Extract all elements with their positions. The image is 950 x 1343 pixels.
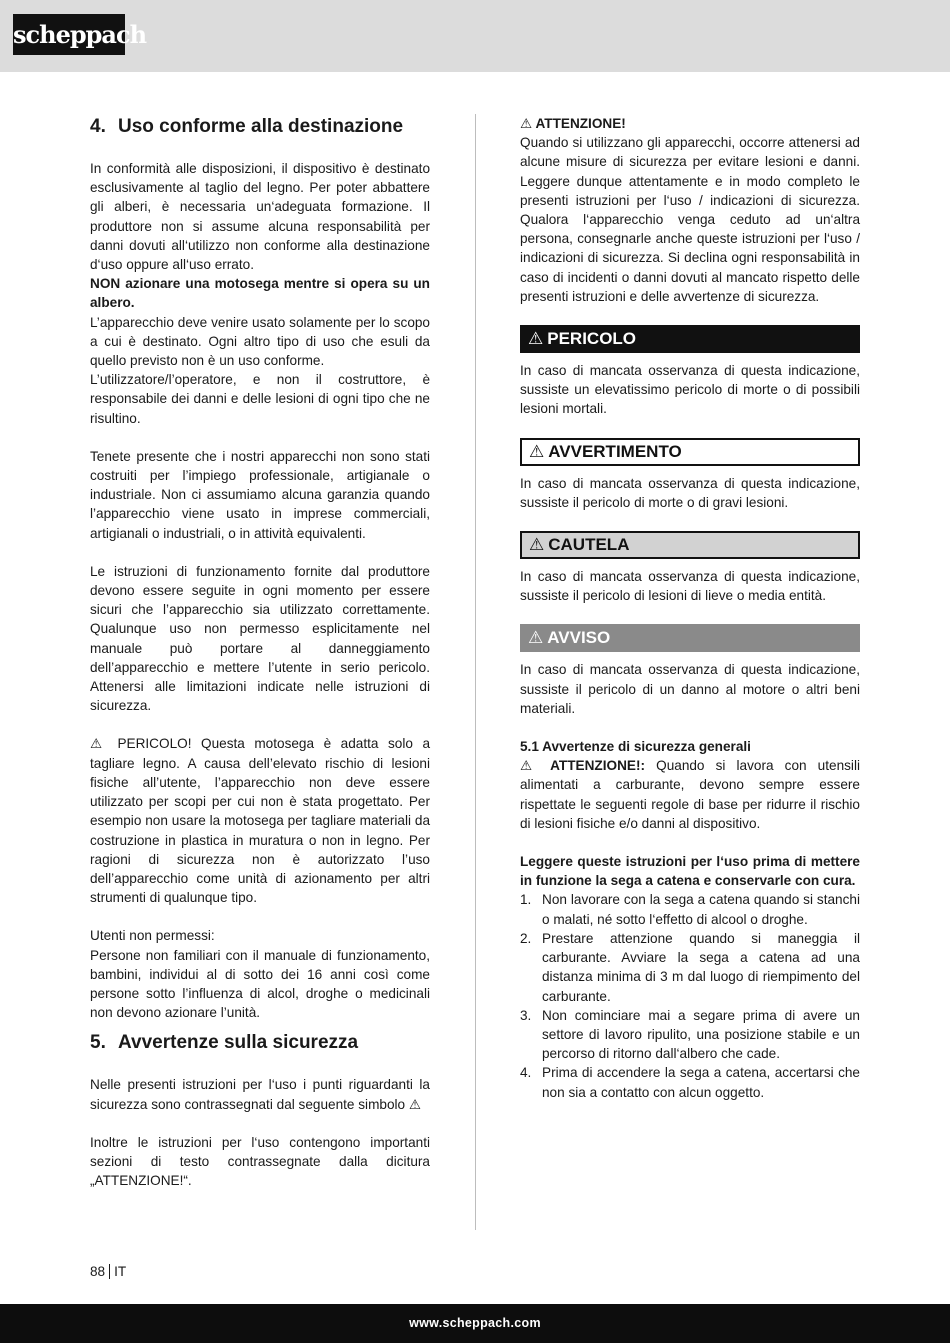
caution-label-box: ⚠ CAUTELA <box>520 531 860 559</box>
website-link[interactable]: www.scheppach.com <box>409 1316 541 1330</box>
paragraph: Quando si utilizzano gli apparecchi, occorre attenersi ad alcune misure di sicurezza per evitare lesioni e danni. Leggere dunque attentamente e in modo completo le presenti istruzioni per l‘uso / indicazioni di sicurezza. Qualora l‘apparecchio venga ceduto ad un‘altra persona, consegnarle anche queste istruzioni per l‘uso / indicazioni di sicurezza. Si declina ogni responsabilità in caso di incidenti o danni dovuti al mancato rispetto delle presenti istruzioni e delle avvertenze di sicurezza. <box>520 135 860 304</box>
danger-paragraph: ⚠ PERICOLO! Questa motosega è adatta solo a tagliare legno. A causa dell’elevato rischio di lesioni fisiche all’utente, l’apparecchio non deve essere utilizzato per scopi per cui non è stata progettato. Per esempio non usare la motosega per tagliare materiali da costruzione in plastica in muratura o non in legno. Per ragioni di sicurezza non è autorizzato l’uso dell’apparecchio come unità di azionamento per altri strumenti di qualunque tipo. <box>90 736 430 906</box>
paragraph: ⚠ ATTENZIONE!: Quando si lavora con utensili alimentati a carburante, devono sempre essere rispettate le seguenti regole di base per ridurre il rischio di lesioni fisiche e/o danni al dispositivo. <box>520 758 860 831</box>
danger-label-box: ⚠ PERICOLO <box>520 325 860 353</box>
paragraph: Le istruzioni di funzionamento fornite dal produttore devono essere seguite in ogni momento per essere sicuri che l’apparecchio sia utilizzato correttamente. Qualunque uso non permesso esplicitamente nel manuale può portare al danneggiamento dell’apparecchio e mettere l’utente in serio pericolo. Attenersi alle limitazioni indicate nelle istruzioni di sicurezza. <box>90 563 430 714</box>
subsection-5-1-title: 5.1 Avvertenze di sicurezza generali <box>520 739 751 755</box>
list-item: 3. Non cominciare mai a segare prima di avere un settore di lavoro ripulito, una posizione stabile e un percorso di ritorno dall‘albero che cade. <box>520 1007 860 1062</box>
section-4-heading: 4. Uso conforme alla destinazione <box>90 116 404 137</box>
separator <box>109 1264 110 1279</box>
paragraph: Tenete presente che i nostri apparecchi non sono stati costruiti per l’impiego professionale, artigianale o industriale. Non ci assumiamo alcuna garanzia quando l’apparecchio viene usato in imprese commerciali, artigianali o industriali, o in attività equivalenti. <box>90 448 430 541</box>
header-bar <box>0 0 950 72</box>
paragraph: In caso di mancata osservanza di questa indicazione, sussiste il pericolo di lesioni di lieve o media entità. <box>520 569 860 604</box>
footer-bar <box>0 1304 950 1343</box>
warning-triangle-icon: ⚠ <box>529 441 545 461</box>
page-number: 88 IT <box>90 1264 127 1279</box>
safety-rules-list <box>520 890 860 1101</box>
warning-label-box: ⚠ AVVERTIMENTO <box>520 438 860 466</box>
paragraph: Inoltre le istruzioni per l‘uso contengono importanti sezioni di testo contrassegnate dalla dicitura „ATTENZIONE!“. <box>90 1134 430 1189</box>
bold-warning: NON azionare una motosega mentre si opera su un albero. <box>90 276 430 311</box>
bold-instruction: Leggere queste istruzioni per l‘uso prima di mettere in funzione la sega a catena e conservarle con cura. <box>520 854 860 889</box>
brand-logo: scheppach <box>13 14 125 55</box>
paragraph: Persone non familiari con il manuale di funzionamento, bambini, individui al di sotto dei 16 anni così come persone sotto l’influenza di alcol, droghe o medicinali non devono azionare l’unità. <box>90 947 430 1021</box>
section-5-heading: 5. Avvertenze sulla sicurezza <box>90 1032 359 1054</box>
attention-title: ⚠ ATTENZIONE! <box>520 116 626 131</box>
paragraph-title: Utenti non permessi: <box>90 928 215 944</box>
paragraph: L’apparecchio deve venire usato solamente per lo scopo a cui è destinato. Ogni altro tipo di uso che esuli da quello previsto non è un uso conforme. <box>90 314 430 369</box>
list-item: 2. Prestare attenzione quando si maneggia il carburante. Avviare la sega a catena ad una distanza minima di 3 m dal luogo di riempimento del carburante. <box>520 930 860 1004</box>
column-divider <box>475 114 476 1230</box>
list-item: 1. Non lavorare con la sega a catena quando si stanchi o malati, né sotto l‘effetto di alcool o droghe. <box>520 892 860 927</box>
warning-triangle-icon: ⚠ <box>529 535 545 555</box>
warning-triangle-icon: ⚠ <box>528 329 544 349</box>
right-column <box>520 114 860 1102</box>
paragraph: In caso di mancata osservanza di questa indicazione, sussiste un elevatissimo pericolo di morte o di possibili lesioni mortali. <box>520 363 860 417</box>
paragraph: L’utilizzatore/l’operatore, e non il costruttore, è responsabile dei danni e delle lesioni di ogni tipo che ne risultino. <box>90 372 430 426</box>
notice-label-box: ⚠ AVVISO <box>520 624 860 652</box>
paragraph: In conformità alle disposizioni, il dispositivo è destinato esclusivamente al taglio del legno. Per poter abbattere gli alberi, è necessaria un‘adeguata formazione. Il produttore non si assume alcuna responsabilità per danni dovuti all‘utilizzo non conforme alla destinazione d‘uso oppure all‘uso errato. <box>90 161 430 273</box>
list-item: 4. Prima di accendere la sega a catena, accertarsi che non sia a contatto con alcun oggetto. <box>520 1065 860 1100</box>
paragraph: Nelle presenti istruzioni per l‘uso i punti riguardanti la sicurezza sono contrassegnati dal seguente simbolo ⚠ <box>90 1077 430 1112</box>
paragraph: In caso di mancata osservanza di questa indicazione, sussiste il pericolo di morte o di gravi lesioni. <box>520 475 860 510</box>
warning-triangle-icon: ⚠ <box>528 628 544 648</box>
paragraph: In caso di mancata osservanza di questa indicazione, sussiste il pericolo di un danno al motore o altri beni materiali. <box>520 662 860 716</box>
left-column <box>90 114 430 1190</box>
